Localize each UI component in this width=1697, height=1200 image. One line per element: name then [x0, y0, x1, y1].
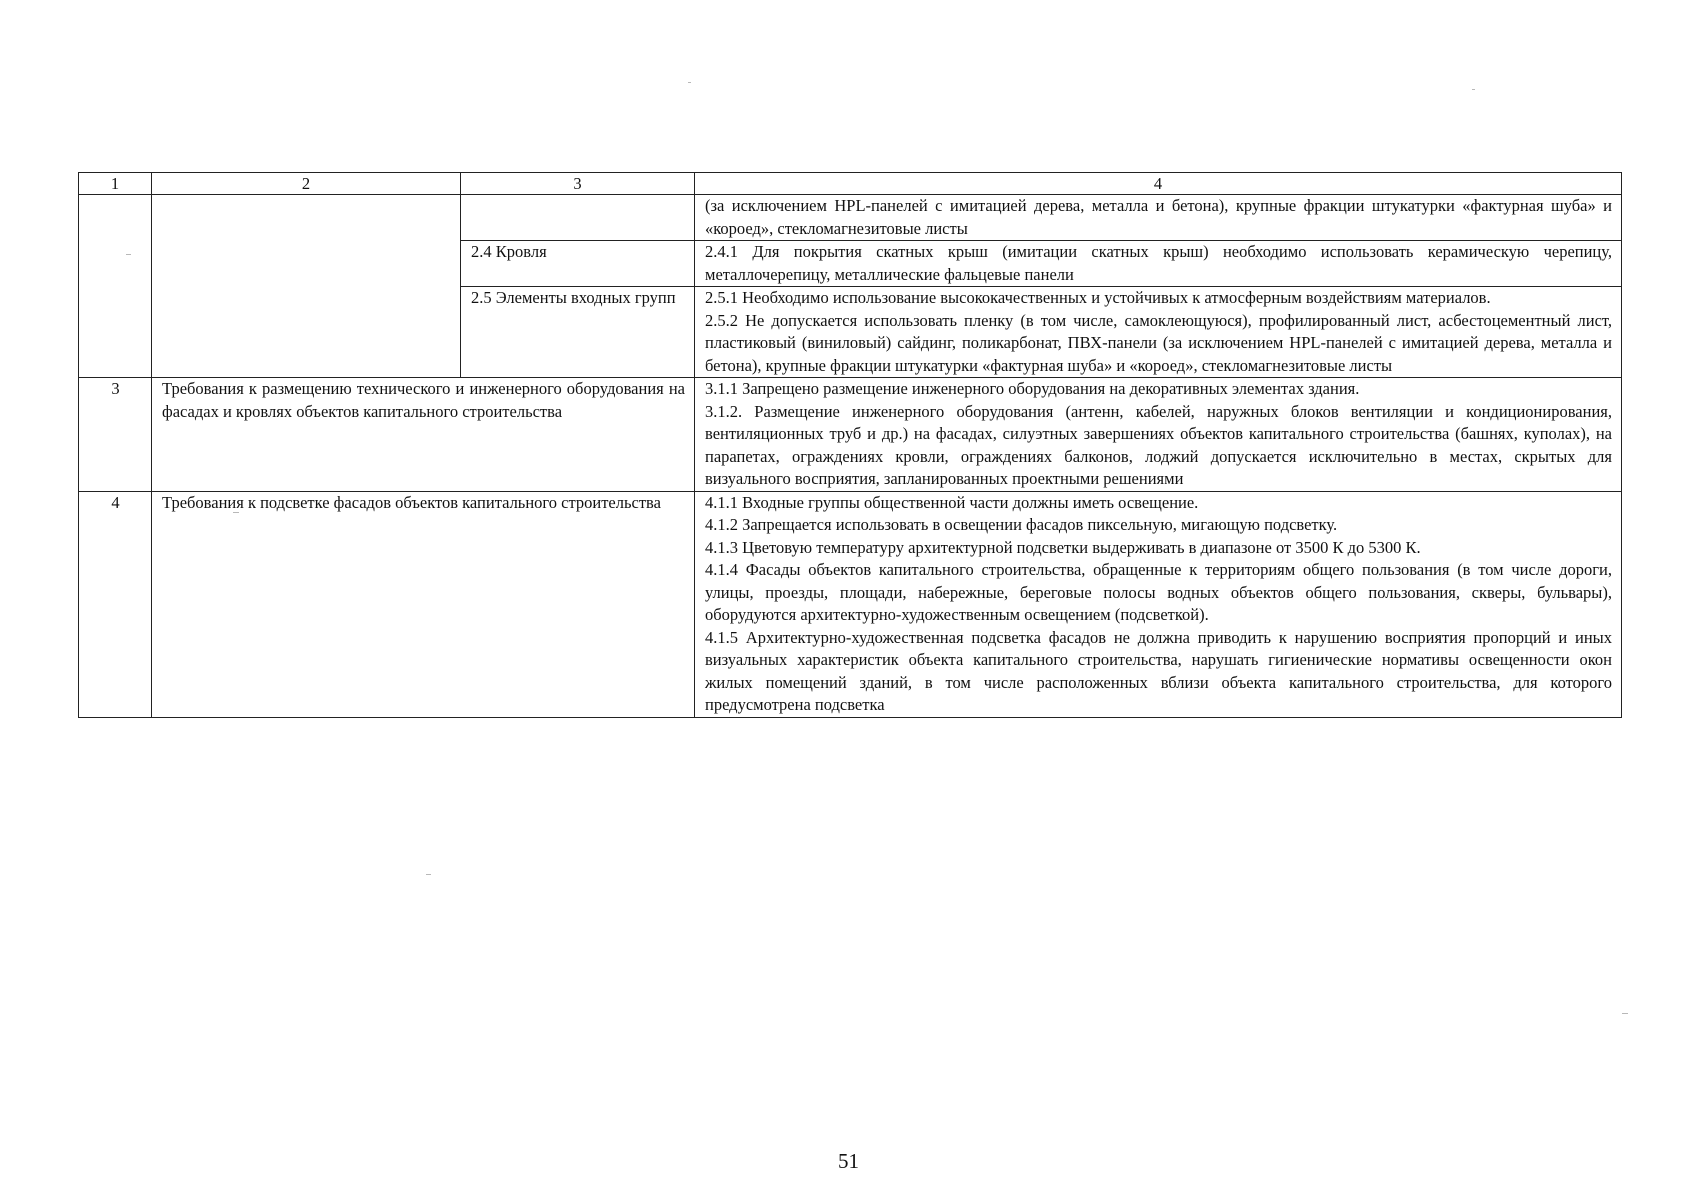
text-cell	[695, 241, 1622, 287]
scan-speck	[1472, 89, 1475, 90]
row-number-cell: 3	[79, 378, 152, 492]
table-row	[79, 491, 1622, 717]
requirement-text: Требования к размещению технического и инженерного оборудования на фасадах и кровлях объектов капитального строительства	[162, 379, 685, 421]
element-cell: 2.4 Кровля	[461, 241, 695, 287]
scan-speck	[426, 874, 431, 875]
paragraph: 4.1.3 Цветовую температуру архитектурной подсветки выдерживать в диапазоне от 3500 К до 5300 К.	[705, 537, 1421, 557]
page-number: 51	[838, 1149, 859, 1173]
paragraph: 4.1.1 Входные группы общественной части должны иметь освещение.	[705, 492, 1199, 512]
column-header: 2	[152, 173, 461, 195]
paragraph: 2.4.1 Для покрытия скатных крыш (имитации скатных крыш) необходимо использовать керамическую черепицу, металлочерепицу, металлические фальцевые панели	[705, 242, 1612, 284]
requirement-cell	[152, 195, 461, 378]
row-number-cell: 4	[79, 491, 152, 717]
row-number-cell	[79, 195, 152, 378]
table-row	[79, 378, 1622, 492]
paragraph: 3.1.2. Размещение инженерного оборудования (антенн, кабелей, наружных блоков вентиляции и кондиционирования, вентиляционных труб и др.) на фасадах, силуэтных завершениях объектов капитального строительства (башнях, куполах), на парапетах, ограждениях кровли, ограждениях балконов, лоджий допускается исключительно в местах, скрытых для визуального восприятия, запланированных проектными решениями	[705, 401, 1612, 488]
element-cell: 2.5 Элементы входных групп	[461, 287, 695, 378]
scan-speck	[688, 82, 691, 83]
text-cell	[695, 491, 1622, 717]
requirement-cell	[152, 491, 695, 717]
paragraph: 4.1.4 Фасады объектов капитального строительства, обращенные к территориям общего пользования (в том числе дороги, улицы, проезды, площади, набережные, береговые полосы водных объектов общего пользования, скверы, бульвары), оборудуются архитектурно-художественным освещением (подсветкой).	[705, 560, 1612, 624]
text-cell	[695, 195, 1622, 241]
paragraph: 4.1.5 Архитектурно-художественная подсветка фасадов не должна приводить к нарушению восприятия пропорций и иных визуальных характеристик объекта капитального строительства, нарушать гигиенические нормативы освещенности окон жилых помещений зданий, в том числе расположенных вблизи объекта капитального строительства, для которого предусмотрена подсветка	[705, 627, 1612, 714]
column-header: 3	[461, 173, 695, 195]
text-cell	[695, 378, 1622, 492]
paragraph: (за исключением HPL-панелей с имитацией дерева, металла и бетона), крупные фракции штукатурки «фактурная шуба» и «короед», стекломагнезитовые листы	[705, 196, 1612, 238]
column-header: 1	[79, 173, 152, 195]
scan-speck	[1622, 1013, 1628, 1014]
table-header-row	[79, 173, 1622, 195]
requirement-text: Требования к подсветке фасадов объектов капитального строительства	[162, 492, 661, 512]
requirements-table	[78, 172, 1622, 718]
paragraph: 4.1.2 Запрещается использовать в освещении фасадов пиксельную, мигающую подсветку.	[705, 515, 1338, 534]
scan-speck	[233, 512, 239, 513]
paragraph: 3.1.1 Запрещено размещение инженерного оборудования на декоративных элементах здания.	[705, 379, 1360, 398]
requirement-cell	[152, 378, 695, 492]
paragraph: 2.5.2 Не допускается использовать пленку (в том числе, самоклеющуюся), профилированный лист, асбестоцементный лист, пластиковый (виниловый) сайдинг, поликарбонат, ПВХ-панели (за исключением HPL-панелей с имитацией дерева, металла и бетона), крупные фракции штукатурки «фактурная шуба» и «короед», стекломагнезитовые листы	[705, 310, 1612, 375]
element-cell	[461, 195, 695, 241]
text-cell	[695, 287, 1622, 378]
paragraph: 2.5.1 Необходимо использование высококачественных и устойчивых к атмосферным воздействиям материалов.	[705, 288, 1491, 307]
table-row	[79, 195, 1622, 241]
column-header: 4	[695, 173, 1622, 195]
scan-speck	[126, 254, 131, 255]
